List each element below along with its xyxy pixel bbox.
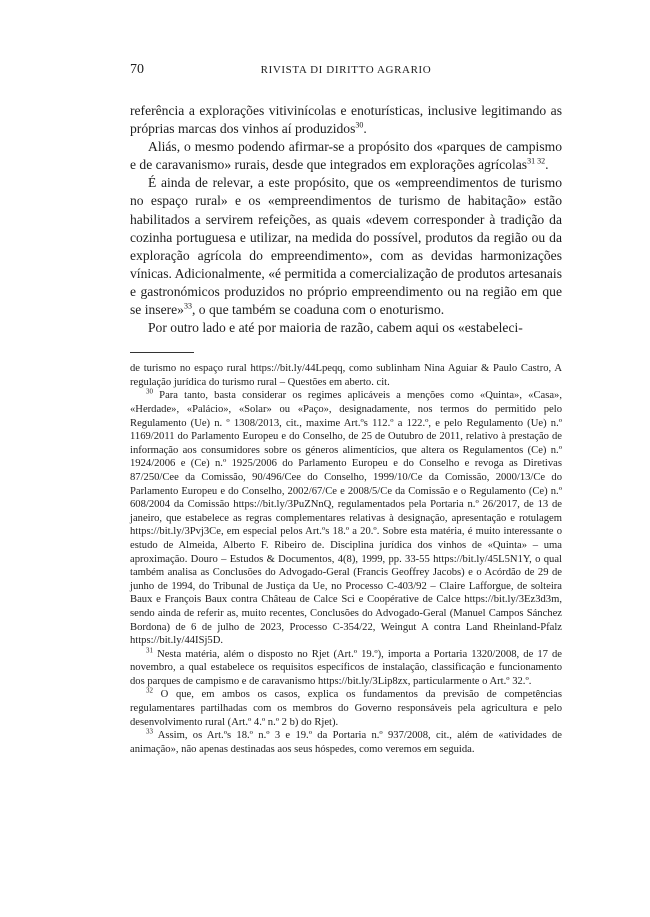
footnote-ref-30[interactable]: 30	[355, 120, 364, 130]
footnotes	[130, 362, 562, 756]
footnote-continued: de turismo no espaço rural https://bit.ly/44Lpeqq, como sublinham Nina Aguiar & Paulo Castro, A regulação jurídica do turismo rural – Questões em aberto. cit.	[130, 363, 562, 388]
paragraph-1: referência a explorações vitivinícolas e enoturísticas, inclusive legitimando as próprias marcas dos vinhos aí produzidos$^{30}$.	[130, 103, 562, 137]
running-header	[130, 62, 562, 82]
footnote-33: $^{33}$ Assim, os Art.ºs 18.º n.º 3 e 19.º da Portaria n.º 937/2008, cit., além de «atividades de animação», não apenas destinadas aos seus hóspedes, como veremos em seguida.	[130, 727, 562, 755]
footnote-ref-33[interactable]: 33	[183, 301, 192, 311]
footnote-31: $^{31}$ Nesta matéria, além o disposto no Rjet (Art.º 19.º), importa a Portaria 1320/2008, de 17 de novembro, a qual estabelece os requisitos específicos de instalação, classificação e funcionamento dos parques de campismo e de caravanismo https://bit.ly/3Lip8zx, particularmente o Art.º 32.º.	[130, 646, 562, 687]
paragraph-4: Por outro lado e até por maioria de razão, cabem aqui os «estabeleci-	[148, 320, 523, 336]
footnote-32: $^{32}$ O que, em ambos os casos, explica os fundamentos da previsão de competências regulamentares partilhadas com os membros do Governo responsáveis pela agricultura e pelo desenvolvimento rural (Art.º 4.º n.º 2 b) do Rjet).	[130, 686, 562, 728]
page-number: 70	[130, 62, 144, 77]
footnote-ref-31-32[interactable]: 31 32	[527, 156, 546, 166]
page	[130, 62, 562, 756]
paragraph-2: Aliás, o mesmo podendo afirmar-se a propósito dos «parques de campismo e de caravanismo» rurais, desde que integrados em explorações agrícolas$^{31 32}$.	[130, 139, 562, 173]
footnote-separator	[130, 352, 194, 353]
footnote-30: $^{30}$ Para tanto, basta considerar os regimes aplicáveis a menções como «Quinta», «Casa», «Herdade», «Palácio», «Solar» ou «Paço», designadamente, nos termos do permitido pelo Regulamento (Ue) n. º 1308/2013, cit., maxime Art.ºs 112.º a 122.º, e pelo Regulamento (Ue) n.º 1169/2011 do Parlamento Europeu e do Conselho, de 25 de Outubro de 2011, relativo à prestação de informação aos consumidores sobre os géneros alimentícios, que altera os Regulamentos (Ce) n.º 1924/2006 e (Ce) n.º 1925/2006 do Parlamento Europeu e do Conselho e revoga as Diretivas 87/250/Cee da Comissão, 90/496/Cee do Conselho, 1999/10/Ce da Comissão, 2000/13/Ce do Parlamento Europeu e do Conselho, 2002/67/Ce e 2008/5/Ce da Comissão e o Regulamento (Ce) n.º 608/2004 da Comissão https://bit.ly/3PuZNnQ, regulamentados pela Portaria n.º 26/2017, de 13 de janeiro, que estabelece as regras complementares relativas à designação, apresentação e rotulagem https://bit.ly/3Pvj3Ce, em especial pelos Art.ºs 18.º a 20.º. Sobre esta matéria, é muito interessante o estudo de Almeida, Alberto F. Ribeiro de. Disciplina jurídica dos vinhos de «Quinta» – uma aproximação. Douro – Estudos & Documentos, 4(8), 1999, pp. 33-55 https://bit.ly/45L5N1Y, o qual também analisa as Conclusões do Advogado-Geral (Francis Geoffrey Jacobs) e o Acórdão de 29 de junho de 1994, do Tribunal de Justiça da Ue, no Processo C-403/92 – Claire Lafforgue, de solteira Baux e François Baux contra Château de Calce Sci e Coopérative de Calce https://bit.ly/3Ez3d3m, sendo ainda de referir as, muito recentes, Conclusões do Advogado-Geral (Manuel Campos Sánchez Bordona) de 6 de julho de 2023, Processo C-354/22, Weingut A contra Land Rheinland-Pfalz https://bit.ly/44ISj5D.	[130, 387, 562, 647]
journal-title: RIVISTA DI DIRITTO AGRARIO	[260, 64, 432, 76]
paragraph-3: É ainda de relevar, a este propósito, que os «empreendimentos de turismo no espaço rural» e os «empreendimentos de turismo de habitação» estão habilitados a servirem refeições, as quais «devem corresponder à tradição da cozinha portuguesa e utilizar, na medida do possível, produtos da região ou da exploração agrícola do empreendimento», com as devidas harmonizações vínicas. Adicionalmente, «é permitida a comercialização de produtos artesanais e gastronómicos produzidos no próprio empreendimento ou na região em que se insere»$^{33}$, o que também se coaduna com o enoturismo.	[130, 175, 562, 318]
main-text	[130, 102, 562, 337]
